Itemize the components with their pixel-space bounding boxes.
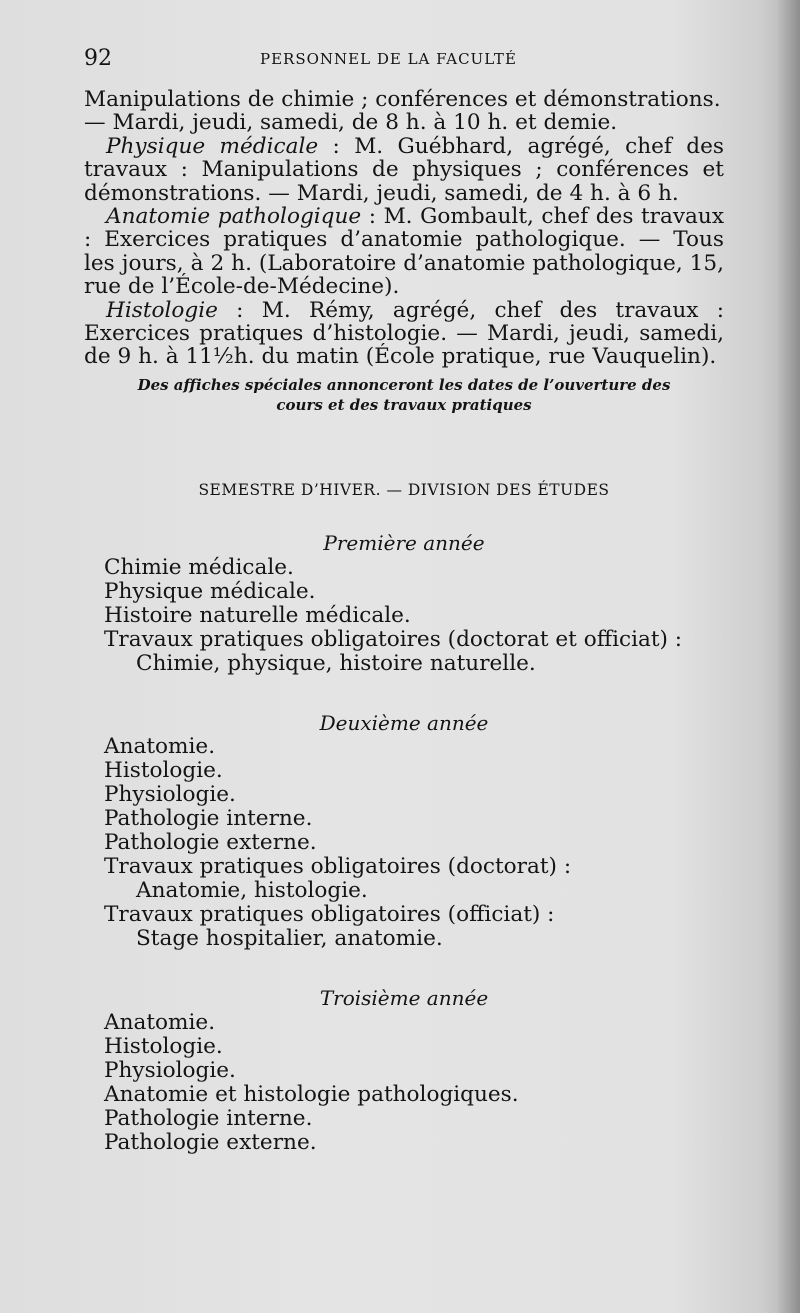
page-number: 92	[84, 46, 112, 71]
list-item: Travaux pratiques obligatoires (officiat) :	[104, 902, 555, 928]
anatomie-pathologique-label: Anatomie pathologique	[106, 204, 362, 230]
paragraph-anatomie-pathologique	[84, 205, 724, 299]
list-item: Pathologie interne.	[104, 806, 313, 832]
list-item: Pathologie externe.	[104, 1129, 317, 1155]
list-sub-item: Chimie, physique, histoire naturelle.	[136, 650, 536, 676]
list-item: Histologie.	[104, 1033, 223, 1059]
paragraph-physique	[84, 135, 724, 205]
list-item: Anatomie et histologie pathologiques.	[104, 1081, 519, 1107]
running-title: PERSONNEL DE LA FACULTÉ	[260, 50, 517, 68]
histologie-text: : M. Rémy, agrégé, chef des travaux : Exercices pratiques d’histologie. — Mardi, jeudi, samedi, de 9 h. à 11½h. du matin (École pratique, rue Vauquelin).	[84, 297, 724, 370]
year-heading-troisieme: Troisième année	[319, 986, 489, 1011]
chimie-line-2: — Mardi, jeudi, samedi, de 8 h. à 10 h. et demie.	[84, 110, 618, 136]
semestre-heading: SEMESTRE D’HIVER. — DIVISION DES ÉTUDES	[198, 480, 610, 499]
list-item: Chimie médicale.	[104, 554, 294, 580]
page-body	[84, 88, 724, 1155]
list-item: Physiologie.	[104, 782, 236, 808]
page-header	[84, 46, 724, 80]
anatomie-pathologique-text: : M. Gombault, chef des travaux : Exercices pratiques d’anatomie pathologique. — Tous les jours, à 2 h. (Laboratoire d’anatomie pathologique, 15, rue de l’École-de-Médecine).	[84, 204, 725, 300]
physique-text: : M. Guébhard, agrégé, chef des travaux : Manipulations de physiques ; conférences et démonstrations. — Mardi, jeudi, samedi, de 4 h. à 6 h.	[84, 133, 724, 206]
book-spine-shadow	[778, 0, 800, 1313]
year-heading-premiere: Première année	[323, 531, 485, 556]
list-item: Pathologie interne.	[104, 1105, 313, 1131]
list-item: Pathologie externe.	[104, 830, 317, 856]
premiere-list	[84, 556, 724, 676]
list-item: Physique médicale.	[104, 578, 316, 604]
list-item: Histologie.	[104, 758, 223, 784]
list-item: Histoire naturelle médicale.	[104, 602, 411, 628]
list-item: Anatomie.	[104, 1009, 216, 1035]
chimie-line-1: Manipulations de chimie ; conférences et démonstrations.	[84, 87, 721, 112]
list-sub-item: Stage hospitalier, anatomie.	[136, 926, 443, 952]
physique-label: Physique médicale	[106, 133, 319, 159]
year-heading-deuxieme: Deuxième année	[319, 710, 489, 735]
list-item: Physiologie.	[104, 1057, 236, 1083]
paragraph-chimie	[84, 88, 724, 135]
list-sub-item: Anatomie, histologie.	[136, 878, 368, 904]
deuxieme-list	[84, 735, 724, 951]
histologie-label: Histologie	[106, 297, 218, 323]
list-item: Anatomie.	[104, 734, 216, 760]
list-item: Travaux pratiques obligatoires (doctorat et officiat) :	[104, 626, 683, 652]
list-item: Travaux pratiques obligatoires (doctorat) :	[104, 854, 572, 880]
troisieme-list	[84, 1011, 724, 1155]
notice-text: Des affiches spéciales annonceront les dates de l’ouverture des cours et des travaux pratiques	[137, 375, 671, 414]
paragraph-histologie	[84, 299, 724, 369]
